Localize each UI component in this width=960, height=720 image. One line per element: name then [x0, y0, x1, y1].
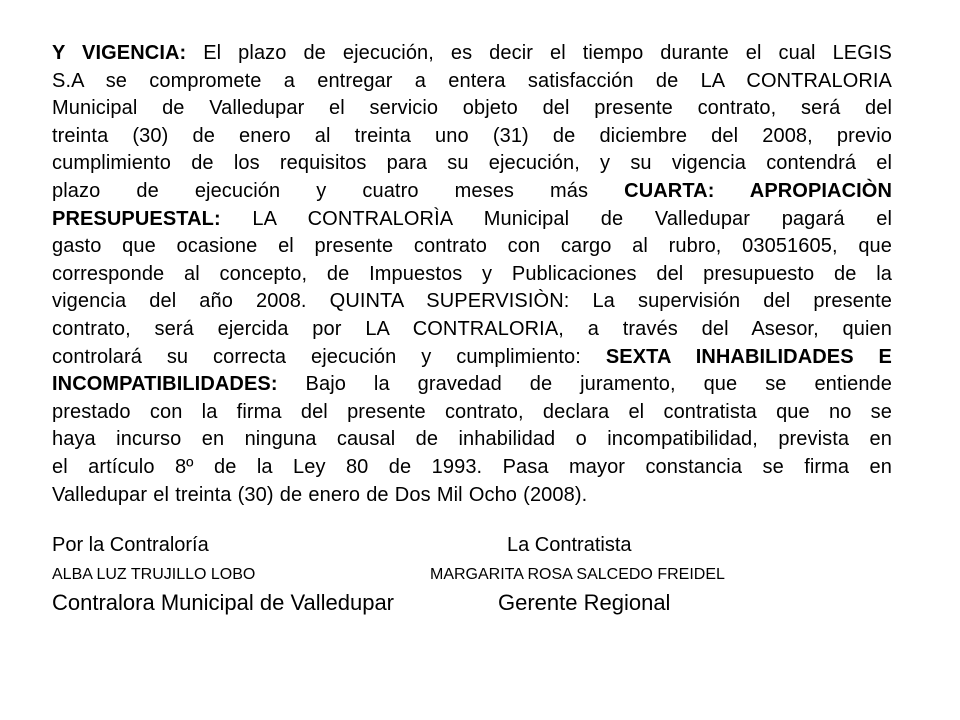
clause-text: vigencia del año 2008. QUINTA SUPERVISIÒN: La supervisión del presente [52, 290, 892, 313]
signer-left-name: ALBA LUZ TRUJILLO LOBO [52, 566, 256, 583]
contract-line [52, 68, 892, 96]
clause-text: Valledupar el treinta (30) de enero de Dos Mil Ocho (2008). [52, 483, 588, 506]
signer-right-role: La Contratista [507, 534, 632, 556]
clause-heading: SEXTA INHABILIDADES E [605, 345, 892, 368]
clause-text: gasto que ocasione el presente contrato con cargo al rubro, 03051605, que [52, 235, 892, 258]
contract-line [52, 371, 892, 399]
contract-line [52, 482, 892, 510]
contract-line [52, 178, 892, 206]
contract-line [52, 233, 892, 261]
clause-text: cumplimiento de los requisitos para su ejecución, y su vigencia contendrá el [52, 152, 892, 175]
clause-text: El plazo de ejecución, es decir el tiempo durante el cual LEGIS [186, 42, 892, 64]
contract-line [52, 454, 892, 482]
contract-line [52, 206, 892, 234]
clause-heading: INCOMPATIBILIDADES: [52, 373, 278, 396]
contract-line [52, 288, 892, 316]
clause-text: controlará su correcta ejecución y cumplimiento: [52, 345, 606, 368]
clause-text: treinta (30) de enero al treinta uno (31) de diciembre del 2008, previo [52, 124, 892, 147]
clause-text: Bajo la gravedad de juramento, que se entiende [277, 373, 892, 396]
contract-line [52, 40, 892, 68]
clause-heading: Y VIGENCIA: [52, 42, 187, 64]
contract-line [52, 399, 892, 427]
signer-left-title: Contralora Municipal de Valledupar [52, 590, 395, 615]
clause-text: el artículo 8º de la Ley 80 de 1993. Pasa mayor constancia se firma en [52, 455, 892, 478]
contract-line [52, 316, 892, 344]
signer-right-name: MARGARITA ROSA SALCEDO FREIDEL [430, 566, 725, 583]
contract-line [52, 261, 892, 289]
clause-text: LA CONTRALORÌA Municipal de Valledupar pagará el [220, 207, 892, 230]
clause-text: plazo de ejecución y cuatro meses más [52, 179, 625, 202]
clause-text: S.A se compromete a entregar a entera satisfacción de LA CONTRALORIA [52, 69, 892, 92]
contract-line [52, 123, 892, 151]
contract-line [52, 95, 892, 123]
contract-body-text [52, 40, 892, 509]
clause-text: prestado con la firma del presente contrato, declara el contratista que no se [52, 400, 892, 423]
signer-right-title: Gerente Regional [498, 590, 671, 615]
contract-line [52, 344, 892, 372]
clause-heading: PRESUPUESTAL: [52, 207, 221, 230]
contract-line [52, 426, 892, 454]
clause-heading: CUARTA: APROPIACIÒN [624, 179, 892, 202]
clause-text: corresponde al concepto, de Impuestos y Publicaciones del presupuesto de la [52, 262, 892, 285]
clause-text: haya incurso en ninguna causal de inhabilidad o incompatibilidad, prevista en [52, 428, 892, 451]
clause-text: Municipal de Valledupar el servicio objeto del presente contrato, será del [52, 97, 892, 120]
clause-text: contrato, será ejercida por LA CONTRALORIA, a través del Asesor, quien [52, 317, 892, 340]
signer-left-role: Por la Contraloría [52, 534, 209, 556]
contract-line [52, 150, 892, 178]
